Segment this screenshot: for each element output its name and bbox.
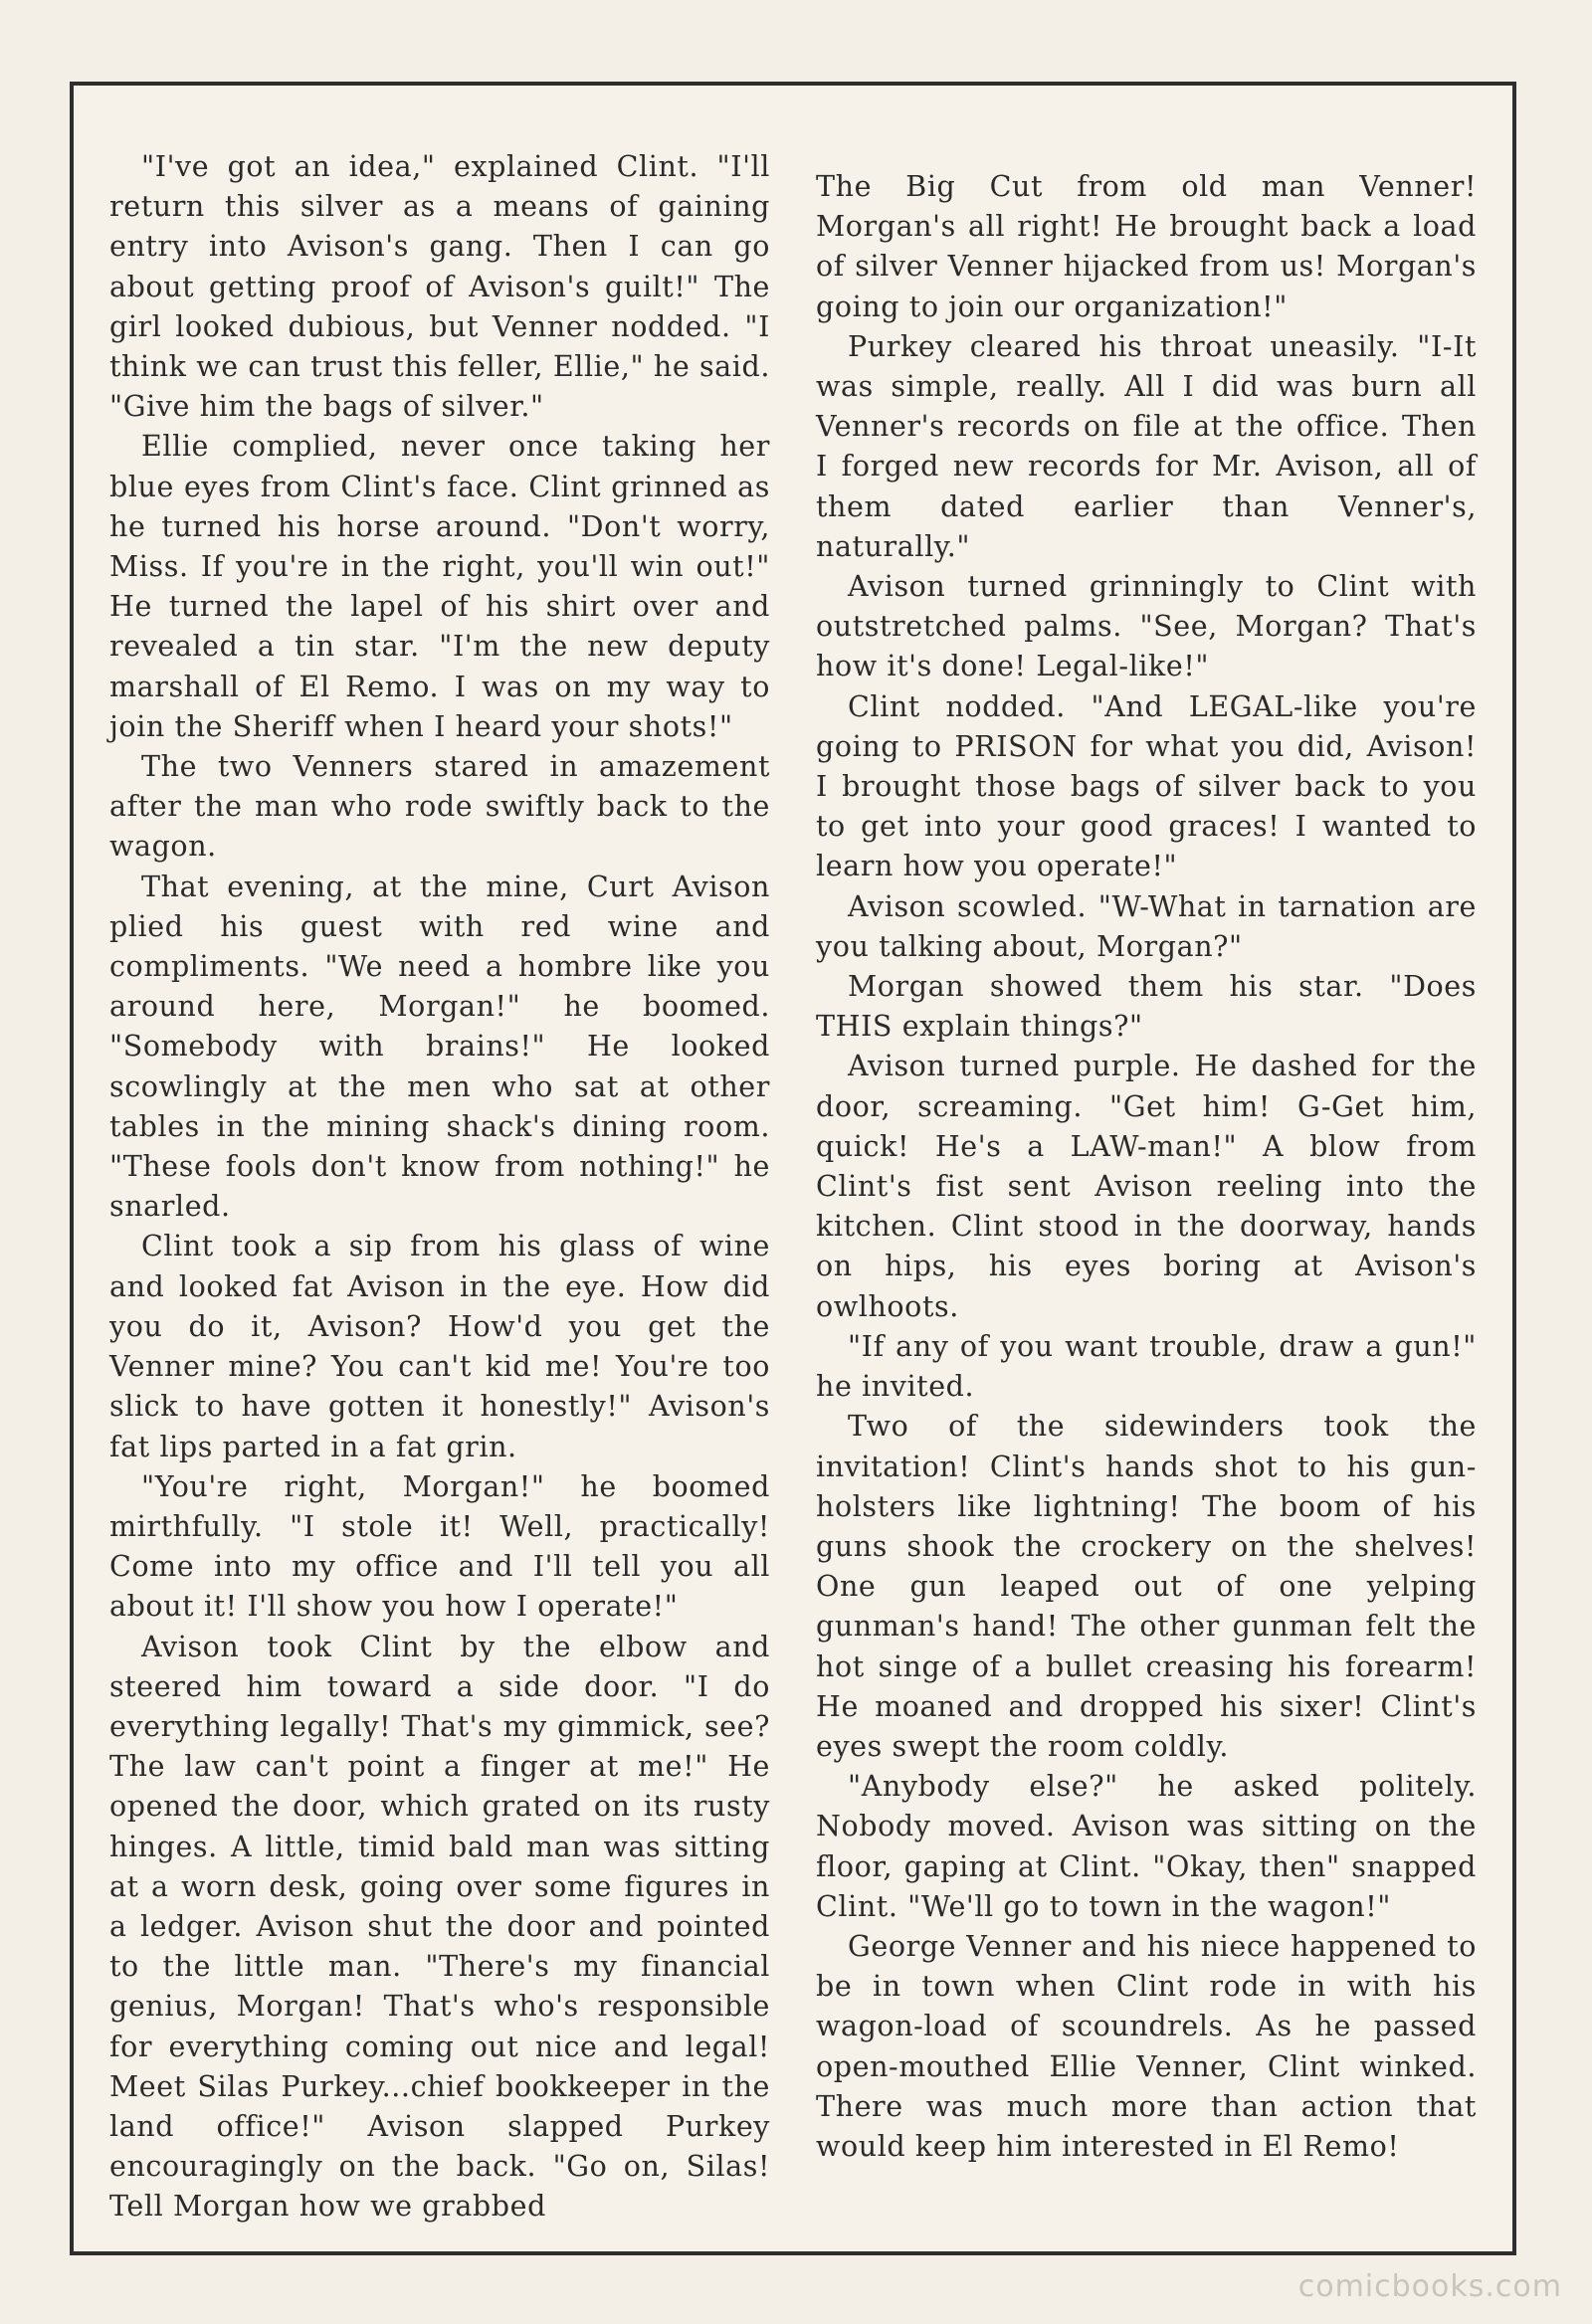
paragraph: Two of the sidewinders took the invitation! Clint's hands shot to his gun-holsters like lightning! The boom of his guns shook the crockery on the shelves! One gun leaped out of one yelping gunman's hand! The other gunman felt the hot singe of a bullet creasing his forearm! He moaned and dropped his sixer! Clint's eyes swept the room coldly.: [816, 1410, 1477, 1763]
paragraph: "If any of you want trouble, draw a gun!" he invited.: [816, 1329, 1477, 1404]
paragraph: "I've got an idea," explained Clint. "I'll return this silver as a means of gaining entry into Avison's gang. Then I can go about getting proof of Avison's guilt!" The girl looked dubious, but Venner nodded. "I think we can trust this feller, Ellie," he said. "Give him the bags of silver.": [109, 150, 770, 424]
paragraph: Avison scowled. "W-What in tarnation are you talking about, Morgan?": [816, 889, 1477, 963]
paragraph: Avison turned grinningly to Clint with outstretched palms. "See, Morgan? That's how it's done! Legal-like!": [816, 570, 1477, 683]
paragraph: Clint nodded. "And LEGAL-like you're going to PRISON for what you did, Avison! I brought those bags of silver back to you to get into your good graces! I wanted to learn how you operate!": [816, 689, 1477, 883]
paragraph: The Big Cut from old man Venner! Morgan's all right! He brought back a load of silver Venner hijacked from us! Morgan's going to join our organization!": [816, 170, 1477, 323]
paragraph: Morgan showed them his star. "Does THIS explain things?": [816, 970, 1477, 1044]
paragraph: "You're right, Morgan!" he boomed mirthfully. "I stole it! Well, practically! Come into my office and I'll tell you all about it! I'll show you how I operate!": [109, 1469, 770, 1624]
paragraph: "Anybody else?" he asked politely. Nobody moved. Avison was sitting on the floor, gaping at Clint. "Okay, then" snapped Clint. "We'll go to town in the wagon!": [816, 1770, 1477, 1923]
paragraph: Clint took a sip from his glass of wine and looked fat Avison in the eye. How did you do it, Avison? How'd you get the Venner mine? You can't kid me! You're too slick to have gotten it honestly!" Avison's fat lips parted in a fat grin.: [109, 1230, 770, 1463]
watermark: comicbooks.com: [1297, 2269, 1562, 2304]
paragraph: Ellie complied, never once taking her blue eyes from Clint's face. Clint grinned as he turned his horse around. "Don't worry, Miss. If you're in the right, you'll win out!" He turned the lapel of his shirt over and revealed a tin star. "I'm the new deputy marshall of El Remo. I was on my way to join the Sheriff when I heard your shots!": [109, 430, 770, 743]
paragraph: The two Venners stared in amazement after the man who rode swiftly back to the wagon.: [109, 750, 770, 864]
paragraph: Avison turned purple. He dashed for the door, screaming. "Get him! G-Get him, quick! He's a LAW-man!" A blow from Clint's fist sent Avison reeling into the kitchen. Clint stood in the doorway, hands on hips, his eyes boring at Avison's owlhoots.: [816, 1050, 1477, 1323]
page-frame: [70, 82, 1516, 2255]
left-column: [109, 147, 770, 2227]
paragraph: Purkey cleared his throat uneasily. "I-It was simple, really. All I did was burn all Venner's records on file at the office. Then I forged new records for Mr. Avison, all of them dated earlier than Venner's, naturally.": [816, 329, 1477, 563]
right-column: [816, 167, 1477, 2167]
paragraph: George Venner and his niece happened to be in town when Clint rode in with his wagon-load of scoundrels. As he passed open-mouthed Ellie Venner, Clint winked. There was much more than action that would keep him interested in El Remo!: [816, 1929, 1477, 2163]
paragraph: That evening, at the mine, Curt Avison plied his guest with red wine and compliments. "We need a hombre like you around here, Morgan!" he boomed. "Somebody with brains!" He looked scowlingly at the men who sat at other tables in the mining shack's dining room. "These fools don't know from nothing!" he snarled.: [109, 870, 770, 1224]
paragraph: Avison took Clint by the elbow and steered him toward a side door. "I do everything legally! That's my gimmick, see? The law can't point a finger at me!" He opened the door, which grated on its rusty hinges. A little, timid bald man was sitting at a worn desk, going over some figures in a ledger. Avison shut the door and pointed to the little man. "There's my financial genius, Morgan! That's who's responsible for everything coming out nice and legal! Meet Silas Purkey...chief bookkeeper in the land office!" Avison slapped Purkey encouragingly on the back. "Go on, Silas! Tell Morgan how we grabbed: [109, 1630, 770, 2224]
